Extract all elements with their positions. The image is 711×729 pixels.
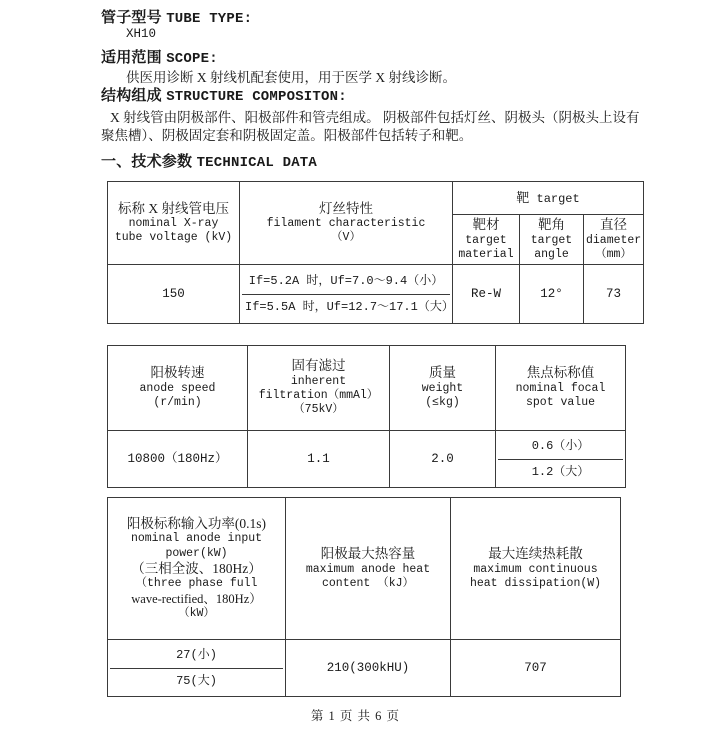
header-heat-dissipation-cn: 最大连续热耗散 (488, 545, 583, 561)
heading-scope (101, 46, 218, 67)
structure-body-line-2: 聚焦槽）、阴极固定套和阴极固定盖。阳极部件包括转子和靶。 (101, 128, 473, 143)
header-target-diameter (584, 215, 644, 265)
header-anode-power-l7: （kW） (178, 607, 215, 621)
header-anode-power-l1: 阳极标称输入功率(0.1s) (126, 515, 267, 531)
cell-inherent-filtration-value: 1.1 (248, 431, 390, 488)
heading-scope-en: SCOPE: (166, 51, 218, 67)
header-anode-power-l5: （three phase full (135, 577, 258, 591)
heading-structure-en: STRUCTURE COMPOSITON: (166, 89, 347, 105)
header-target-material-en1: target (465, 233, 507, 247)
table-row (108, 346, 626, 431)
heading-technical-data-cn: 一、技术参数 (101, 153, 193, 170)
header-target-angle-en2: angle (534, 247, 569, 261)
header-focal-spot (496, 346, 626, 431)
cell-anode-speed-value: 10800（180Hz） (108, 431, 248, 488)
header-anode-power-l2: nominal anode input (130, 532, 263, 546)
header-target-group-en: target (536, 191, 580, 206)
header-inherent-filtration-cn: 固有滤过 (291, 358, 346, 374)
structure-body-line-1: X 射线管由阴极部件、阳极部件和管壳组成。 阴极部件包括灯丝、阴极头（阴极头上设有 (110, 110, 640, 125)
cell-weight-value: 2.0 (390, 431, 496, 488)
table-row (108, 431, 626, 488)
cell-target-material-value: Re-W (453, 265, 520, 324)
table-row (108, 498, 621, 640)
header-focal-spot-en1: nominal focal (515, 382, 606, 396)
page-footer: 第 1 页 共 6 页 (310, 709, 401, 723)
header-target-group-cn: 靶 (516, 189, 530, 205)
header-target-material-cn: 靶材 (472, 217, 500, 232)
header-nominal-voltage-en2: tube voltage (kV) (114, 231, 233, 245)
heading-technical-data-en: TECHNICAL DATA (196, 155, 317, 171)
header-inherent-filtration-en2: filtration（mmAl） (258, 389, 379, 403)
header-filament-characteristic (240, 182, 453, 265)
header-focal-spot-en2: spot value (525, 396, 595, 410)
header-anode-speed (108, 346, 248, 431)
header-target-group (453, 182, 644, 215)
cell-focal-spot-large: 1.2（大） (498, 459, 623, 485)
header-nominal-anode-power (108, 498, 286, 640)
header-target-material (453, 215, 520, 265)
header-anode-heat-content-en1: maximum anode heat (305, 562, 431, 576)
header-anode-power-l4: （三相全波、180Hz） (131, 560, 262, 576)
header-filament-cn: 灯丝特性 (319, 200, 373, 216)
header-nominal-voltage (108, 182, 240, 265)
header-weight-en1: weight (421, 382, 464, 396)
header-heat-dissipation-en2: heat dissipation(W) (469, 576, 602, 590)
header-target-diameter-en2: （mm） (595, 247, 632, 261)
table-voltage-filament-target (107, 181, 644, 324)
scope-body: 供医用诊断 X 射线机配套使用，用于医学 X 射线诊断。 (126, 70, 456, 85)
cell-focal-spot-values (496, 431, 626, 488)
cell-anode-heat-content-value: 210(300kHU) (286, 640, 451, 697)
header-anode-power-l3: power(kW) (165, 546, 228, 560)
table-row (108, 182, 644, 215)
heading-structure (101, 84, 347, 105)
heading-structure-cn: 结构组成 (101, 87, 162, 104)
table-row (108, 265, 644, 324)
header-anode-speed-cn: 阳极转速 (150, 365, 205, 381)
header-anode-heat-content-cn: 阳极最大热容量 (320, 545, 416, 561)
heading-tube-type (101, 6, 252, 27)
header-target-diameter-cn: 直径 (600, 217, 627, 232)
table-power-heat (107, 497, 621, 697)
cell-filament-large: If=5.5A 时，Uf=12.7～17.1（大） (242, 294, 450, 320)
header-inherent-filtration-en1: inherent (290, 374, 347, 388)
heading-scope-cn: 适用范围 (101, 49, 162, 66)
header-target-material-en2: material (458, 247, 514, 261)
header-target-angle-en1: target (530, 233, 573, 247)
table-anode-speed-filtration (107, 345, 626, 488)
header-target-angle-cn: 靶角 (538, 217, 565, 232)
header-anode-speed-en1: anode speed (139, 382, 216, 396)
header-nominal-voltage-cn: 标称 X 射线管电压 (118, 200, 229, 216)
header-filament-en2: （V） (331, 231, 361, 245)
header-focal-spot-cn: 焦点标称值 (526, 365, 595, 381)
header-target-diameter-en1: diameter (586, 233, 642, 247)
header-inherent-filtration (248, 346, 390, 431)
header-anode-power-l6: wave-rectified、180Hz） (131, 591, 262, 606)
header-heat-dissipation-en1: maximum continuous (473, 562, 598, 576)
cell-anode-power-large: 75(大) (110, 668, 283, 694)
cell-anode-power-values (108, 640, 286, 697)
header-anode-heat-content-en2: content （kJ） (321, 576, 414, 590)
cell-anode-power-small: 27(小) (176, 647, 217, 662)
heading-tube-type-cn: 管子型号 (101, 9, 162, 26)
tube-type-value: XH10 (126, 27, 157, 41)
cell-target-diameter-value: 73 (584, 265, 644, 324)
header-weight-cn: 质量 (429, 365, 456, 381)
cell-heat-dissipation-value: 707 (451, 640, 621, 697)
header-target-angle (520, 215, 584, 265)
heading-technical-data (101, 150, 317, 171)
header-filament-en1: filament characteristic (266, 217, 426, 231)
table-row (108, 640, 621, 697)
header-nominal-voltage-en1: nominal X-ray (128, 217, 219, 231)
header-anode-speed-en2: (r/min) (153, 396, 202, 410)
header-heat-dissipation (451, 498, 621, 640)
header-weight-en2: (≤kg) (425, 396, 460, 410)
cell-filament-small: If=5.2A 时，Uf=7.0～9.4（小） (248, 273, 444, 288)
cell-nominal-voltage-value: 150 (108, 265, 240, 324)
heading-tube-type-en: TUBE TYPE: (166, 11, 253, 27)
cell-focal-spot-small: 0.6（小） (531, 438, 590, 453)
header-weight (390, 346, 496, 431)
cell-filament-values (240, 265, 453, 324)
header-inherent-filtration-en3: （75kV） (293, 403, 344, 417)
header-anode-heat-content (286, 498, 451, 640)
cell-target-angle-value: 12° (520, 265, 584, 324)
